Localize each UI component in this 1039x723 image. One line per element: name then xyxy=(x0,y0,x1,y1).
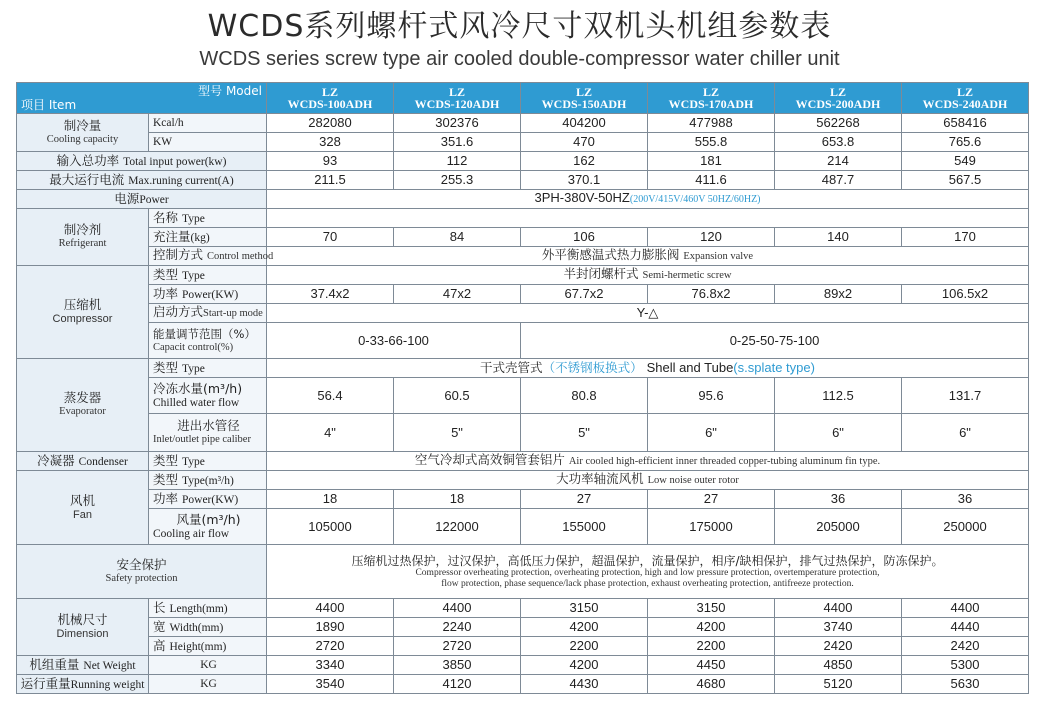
sublabel-power: 功率 Power(KW) xyxy=(149,490,267,509)
cell-value: 567.5 xyxy=(902,171,1029,190)
sublabel-pipe-caliber: 进出水管径 Inlet/outlet pipe caliber xyxy=(149,414,267,452)
sublabel-type: 类型 Type xyxy=(149,359,267,378)
cell-value: 5" xyxy=(394,414,521,452)
cell-value: 411.6 xyxy=(648,171,775,190)
table-row xyxy=(17,599,1029,618)
item-header-label: 项目 Item xyxy=(21,98,77,112)
cell-value: 351.6 xyxy=(394,133,521,152)
cell-value: 211.5 xyxy=(267,171,394,190)
cell-value: 93 xyxy=(267,152,394,171)
row-label-cooling: 制冷量 Cooling capacity xyxy=(17,114,149,152)
fan-type-cell: 大功率轴流风机 Low noise outer rotor xyxy=(267,471,1029,490)
cell-value: 120 xyxy=(648,228,775,247)
cell-value: 18 xyxy=(394,490,521,509)
row-label-running-weight: 运行重量Running weight xyxy=(17,675,149,694)
title-block xyxy=(0,8,1039,72)
model-header-cell: LZ WCDS-120ADH xyxy=(394,83,521,114)
cell-value: 6" xyxy=(648,414,775,452)
cell-value: 470 xyxy=(521,133,648,152)
spec-table xyxy=(16,82,1029,694)
control-value-cell: 外平衡感温式热力膨胀阀 Expansion valve xyxy=(267,247,1029,266)
table-row xyxy=(17,452,1029,471)
cell-value: 404200 xyxy=(521,114,648,133)
table-row xyxy=(17,656,1029,675)
cell-value: 250000 xyxy=(902,509,1029,545)
table-row xyxy=(17,171,1029,190)
sublabel-chilled-flow: 冷冻水量(m³/h) Chilled water flow xyxy=(149,378,267,414)
cell-value: 181 xyxy=(648,152,775,171)
cell-value: 6" xyxy=(902,414,1029,452)
cell-value: 175000 xyxy=(648,509,775,545)
cell-value: 112.5 xyxy=(775,378,902,414)
cell-value: 3150 xyxy=(521,599,648,618)
unit-kw: KW xyxy=(149,133,267,152)
cell-value: 4200 xyxy=(521,618,648,637)
row-label-input-power: 输入总功率 Total input power(kw) xyxy=(17,152,267,171)
cell-value: 80.8 xyxy=(521,378,648,414)
table-row xyxy=(17,152,1029,171)
sublabel-type: 类型 Type xyxy=(149,266,267,285)
row-label-fan: 风机 Fan xyxy=(17,471,149,545)
cell-value: 214 xyxy=(775,152,902,171)
cell-value: 2420 xyxy=(902,637,1029,656)
cell-value: 2240 xyxy=(394,618,521,637)
cell-value: 205000 xyxy=(775,509,902,545)
unit-kg: KG xyxy=(149,656,267,675)
cell-value: 56.4 xyxy=(267,378,394,414)
start-mode-cell: Y-△ xyxy=(267,304,1029,323)
table-row xyxy=(17,378,1029,414)
cell-value: 67.7x2 xyxy=(521,285,648,304)
model-header-cell: LZ WCDS-200ADH xyxy=(775,83,902,114)
cell-value: 4400 xyxy=(775,599,902,618)
cell-value: 4850 xyxy=(775,656,902,675)
cell-value: 155000 xyxy=(521,509,648,545)
cell-value: 3150 xyxy=(648,599,775,618)
cell-value: 555.8 xyxy=(648,133,775,152)
cell-value: 76.8x2 xyxy=(648,285,775,304)
capacity-range-b: 0-25-50-75-100 xyxy=(521,323,1029,359)
row-label-net-weight: 机组重量 Net Weight xyxy=(17,656,149,675)
cell-value: 106 xyxy=(521,228,648,247)
sublabel-length: 长 Length(mm) xyxy=(149,599,267,618)
table-row xyxy=(17,323,1029,359)
cell-value: 18 xyxy=(267,490,394,509)
cell-value: 5" xyxy=(521,414,648,452)
sublabel-charge: 充注量(kg) xyxy=(149,228,267,247)
cell-value: 106.5x2 xyxy=(902,285,1029,304)
row-label-evaporator: 蒸发器 Evaporator xyxy=(17,359,149,452)
condenser-value-cell: 空气冷却式高效铜管套铝片 Air cooled high-efficient inner threaded copper-tubing aluminum fin type. xyxy=(267,452,1029,471)
capacity-range-a: 0-33-66-100 xyxy=(267,323,521,359)
cell-value: 282080 xyxy=(267,114,394,133)
sublabel-capacity-control: 能量调节范围（%） Capacit control(%) xyxy=(149,323,267,359)
table-row xyxy=(17,490,1029,509)
cell-value: 4120 xyxy=(394,675,521,694)
cell-value: 131.7 xyxy=(902,378,1029,414)
table-row xyxy=(17,471,1029,490)
cell-value: 4430 xyxy=(521,675,648,694)
cell-value: 4680 xyxy=(648,675,775,694)
cell-value: 4440 xyxy=(902,618,1029,637)
cell-value: 122000 xyxy=(394,509,521,545)
header-corner-cell xyxy=(17,83,267,114)
cell-value: 4400 xyxy=(902,599,1029,618)
cell-value: 370.1 xyxy=(521,171,648,190)
cell-value: 328 xyxy=(267,133,394,152)
row-label-dimension: 机械尺寸 Dimension xyxy=(17,599,149,656)
cell-value: 658416 xyxy=(902,114,1029,133)
cell-value: 653.8 xyxy=(775,133,902,152)
cell-value: 5630 xyxy=(902,675,1029,694)
cell-value: 255.3 xyxy=(394,171,521,190)
cell-value: 89x2 xyxy=(775,285,902,304)
table-row xyxy=(17,285,1029,304)
cell-value: 477988 xyxy=(648,114,775,133)
cell-value: 1890 xyxy=(267,618,394,637)
table-row xyxy=(17,675,1029,694)
row-label-power: 电源Power xyxy=(17,190,267,209)
unit-kg: KG xyxy=(149,675,267,694)
sublabel-control: 控制方式 Control method xyxy=(149,247,267,266)
sublabel-air-flow: 风量(m³/h) Cooling air flow xyxy=(149,509,267,545)
table-row xyxy=(17,266,1029,285)
model-header-label: 型号 Model xyxy=(198,84,262,98)
cell-value: 4400 xyxy=(394,599,521,618)
table-row xyxy=(17,414,1029,452)
sublabel-type: 类型 Type xyxy=(149,452,267,471)
cell-value: 140 xyxy=(775,228,902,247)
cell-value: 3850 xyxy=(394,656,521,675)
model-header-cell: LZ WCDS-150ADH xyxy=(521,83,648,114)
table-row xyxy=(17,304,1029,323)
row-label-compressor: 压缩机 Compressor xyxy=(17,266,149,359)
table-row xyxy=(17,114,1029,133)
evaporator-type-cell: 干式壳管式（不锈钢板换式） Shell and Tube(s.splate type) xyxy=(267,359,1029,378)
cell-value: 2200 xyxy=(648,637,775,656)
table-row xyxy=(17,247,1029,266)
table-row xyxy=(17,228,1029,247)
cell-value: 4450 xyxy=(648,656,775,675)
cell-value: 112 xyxy=(394,152,521,171)
refrigerant-type-cell xyxy=(267,209,1029,228)
table-row xyxy=(17,545,1029,599)
sublabel-type: 类型 Type(m³/h) xyxy=(149,471,267,490)
cell-value: 765.6 xyxy=(902,133,1029,152)
cell-value: 302376 xyxy=(394,114,521,133)
cell-value: 3340 xyxy=(267,656,394,675)
cell-value: 2420 xyxy=(775,637,902,656)
cell-value: 37.4x2 xyxy=(267,285,394,304)
table-row xyxy=(17,359,1029,378)
table-row xyxy=(17,190,1029,209)
cell-value: 36 xyxy=(902,490,1029,509)
table-row xyxy=(17,509,1029,545)
row-label-refrigerant: 制冷剂 Refrigerant xyxy=(17,209,149,266)
cell-value: 105000 xyxy=(267,509,394,545)
model-header-cell: LZ WCDS-100ADH xyxy=(267,83,394,114)
row-label-safety: 安全保护 Safety protection xyxy=(17,545,267,599)
safety-value-cell: 压缩机过热保护，过汉保护，高低压力保护，超温保护，流量保护，相序/缺相保护，排气过热保护，防冻保护。 Compressor overheating protection, overheating protection, high and low pressure protection, overtemperature protection, flow protection, phase sequence/lack phase protection, exhaust overheating protection, antifreeze protection. xyxy=(267,545,1029,599)
cell-value: 2720 xyxy=(267,637,394,656)
cell-value: 2720 xyxy=(394,637,521,656)
compressor-type-cell: 半封闭螺杆式 Semi-hermetic screw xyxy=(267,266,1029,285)
cell-value: 27 xyxy=(521,490,648,509)
row-label-max-current: 最大运行电流 Max.runing current(A) xyxy=(17,171,267,190)
title-chinese: WCDS系列螺杆式风冷尺寸双机头机组参数表 xyxy=(207,9,832,44)
cell-value: 3540 xyxy=(267,675,394,694)
cell-value: 3740 xyxy=(775,618,902,637)
table-row xyxy=(17,637,1029,656)
cell-value: 2200 xyxy=(521,637,648,656)
row-label-condenser: 冷凝器 Condenser xyxy=(17,452,149,471)
sublabel-height: 高 Height(mm) xyxy=(149,637,267,656)
cell-value: 36 xyxy=(775,490,902,509)
cell-value: 4400 xyxy=(267,599,394,618)
cell-value: 562268 xyxy=(775,114,902,133)
header-row xyxy=(17,83,1029,114)
cell-value: 4200 xyxy=(521,656,648,675)
sublabel-width: 宽 Width(mm) xyxy=(149,618,267,637)
power-value-cell: 3PH-380V-50HZ(200V/415V/460V 50HZ/60HZ) xyxy=(267,190,1029,209)
table-row xyxy=(17,133,1029,152)
table-row xyxy=(17,209,1029,228)
cell-value: 95.6 xyxy=(648,378,775,414)
cell-value: 5300 xyxy=(902,656,1029,675)
title-english: WCDS series screw type air cooled double-compressor water chiller unit xyxy=(199,48,840,70)
cell-value: 27 xyxy=(648,490,775,509)
cell-value: 84 xyxy=(394,228,521,247)
table-row xyxy=(17,618,1029,637)
sublabel-type: 名称 Type xyxy=(149,209,267,228)
cell-value: 170 xyxy=(902,228,1029,247)
model-header-cell: LZ WCDS-240ADH xyxy=(902,83,1029,114)
sublabel-power: 功率 Power(KW) xyxy=(149,285,267,304)
cell-value: 487.7 xyxy=(775,171,902,190)
cell-value: 60.5 xyxy=(394,378,521,414)
sublabel-start: 启动方式Start-up mode xyxy=(149,304,267,323)
cell-value: 5120 xyxy=(775,675,902,694)
cell-value: 549 xyxy=(902,152,1029,171)
cell-value: 4" xyxy=(267,414,394,452)
cell-value: 47x2 xyxy=(394,285,521,304)
cell-value: 70 xyxy=(267,228,394,247)
unit-kcal: Kcal/h xyxy=(149,114,267,133)
model-header-cell: LZ WCDS-170ADH xyxy=(648,83,775,114)
cell-value: 4200 xyxy=(648,618,775,637)
cell-value: 162 xyxy=(521,152,648,171)
cell-value: 6" xyxy=(775,414,902,452)
